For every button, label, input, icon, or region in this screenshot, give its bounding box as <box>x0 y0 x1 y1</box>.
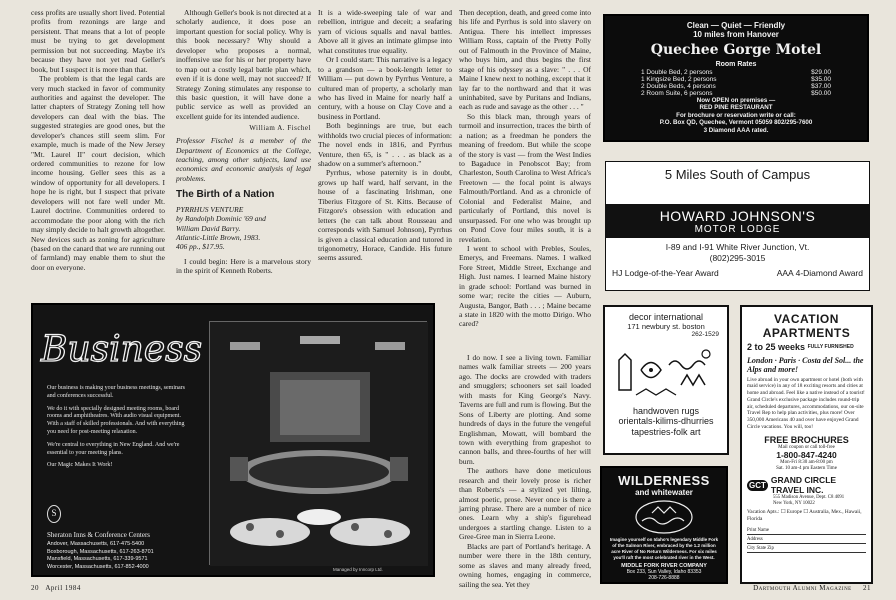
wild-phone: 208-726-8888 <box>648 575 680 582</box>
sheraton-logo-icon: S <box>47 505 61 523</box>
book-author: by Randolph Dominic '69 and <box>176 214 266 224</box>
vac-weeks: 2 to 25 weeks <box>747 341 806 352</box>
room-type: 1 Double Bed, 2 persons <box>641 69 713 76</box>
paragraph: Pyrrhus, whose paternity is in doubt, grows up half ward, half servant, in the house of a fascinating Irishman, one Tiberius Fitzgore of St. Kitts. Because of Fitzgore's obsession with education and letters (he can talk about Rousseau and corresponds with Samuel Johnson), Pyrrhus is given a classical education and tutored in trigonometry, Horace, Candide. His future seems assured. <box>318 168 452 263</box>
ad-line: We're central to everything in New England. And we're essential to your meeting plans. <box>47 441 180 456</box>
motel-name: Quechee Gorge Motel <box>650 42 822 58</box>
paragraph: Blacks are part of Portland's heritage. A number were there in the 18th century, some as slaves and many already freed, owning homes, engaging in commerce, sailing the sea. Yet they <box>459 541 591 589</box>
ad-line: Our Magic Makes It Work! <box>47 462 113 469</box>
vac-hours: Sat. 10 am-4 pm Eastern Time <box>776 465 837 471</box>
hojo-awards <box>606 264 869 278</box>
vac-cities: London · Paris · Costa del Sol... the Alps and more! <box>747 355 864 374</box>
right-page-footer <box>753 584 871 592</box>
room-price: $37.00 <box>811 83 831 90</box>
vac-weeks-line <box>747 342 866 353</box>
paragraph: The authors have done meticulous research and their lovely prose is richer than Roberts's — a stylized yet lilting, almost poetic, prose. Never once is there a jarring phrase. There are a number of nice ones. Learn why a ship's figurehead undergoes a startling change. Listen to a Gree-Gree man in Sierra Leone. <box>459 466 591 542</box>
author-signature: William A. Fischel <box>249 124 311 133</box>
gct-address: 555 Madison Avenue, Dept. C8 4091 <box>773 495 845 501</box>
hojo-address: I-89 and I-91 White River Junction, Vt. <box>665 242 810 252</box>
brochure-note: For brochure or reservation write or call: <box>676 111 796 119</box>
conference-room-photo <box>209 321 427 565</box>
product-line: handwoven rugs <box>632 406 700 416</box>
vac-mail: Mail coupon or call toll-free <box>778 444 835 450</box>
ad-line: We do it with specially designed meeting rooms, board rooms and amphitheatres. With audio visual equipment. With a staff of skilled professionals. And with everything you need for post-meeting relaxation. <box>47 405 185 435</box>
motel-tagline: Clean — Quiet — Friendly <box>686 21 786 30</box>
award: HJ Lodge-of-the-Year Award <box>612 268 719 279</box>
article-column-4-continued <box>459 353 591 589</box>
decor-phone: 262-1529 <box>691 331 719 338</box>
paragraph: cess profits are usually short lived. Potential profits from rezonings are large and persistent. That means that a lot of people must be trying to get development permission but not succeeding. Maybe it's because they have not yet read Geller's book, but I suspect it is more than that. <box>31 8 165 74</box>
paragraph: I do now. I see a living town. Familiar names walk familiar streets — 200 years ago. The docks are crowded with traders and smugglers; schooners set sail loaded with masts for King George's Navy. Taverns are full and rum is flowing. But the Sons of Liberty are plotting. And some hundreds of days in the future the vengeful Englishman, Mowatt, will bombard the town with everything from grapeshot to cannon balls, and three-fourths of her will burn. <box>459 353 591 466</box>
product-line: tapestries-folk art <box>631 426 701 437</box>
wild-subtitle: and whitewater <box>635 488 693 497</box>
business-wordmark: Business <box>41 329 203 370</box>
hojo-subtitle: MOTOR LODGE <box>694 224 781 235</box>
wild-title: WILDERNESS <box>618 473 710 488</box>
rates-title: Room Rates <box>715 61 757 68</box>
vac-title-2: APARTMENTS <box>762 326 851 340</box>
vac-furnished: FULLY FURNISHED <box>807 343 854 350</box>
left-page-footer <box>31 584 81 592</box>
location: Mansfield, Massachusetts, 617-339-9571 <box>47 556 148 563</box>
restaurant-open: Now OPEN on premises — <box>696 97 776 104</box>
vac-phone: 1-800-847-4240 <box>776 449 837 460</box>
restaurant-name: RED PINE RESTAURANT <box>699 104 773 112</box>
gct-company: GRAND CIRCLE TRAVEL INC. <box>770 475 837 496</box>
coupon-form <box>747 526 866 553</box>
location: Andover, Massachusetts, 617-475-5400 <box>47 541 145 548</box>
room-type: 1 Kingsize Bed, 2 persons <box>641 76 717 83</box>
business-ad-copy <box>47 385 187 475</box>
vacation-apartments-ad <box>740 305 873 584</box>
wild-body: Imagine yourself on Idaho's legendary Middle Fork of the Salmon River, embraced by the 1.2 million acre River of No Return Wilderness. For six miles you'll raft the most celebrated river in the West. <box>609 537 719 560</box>
book-title: PYRRHUS VENTURE <box>176 204 244 214</box>
book-price: 406 pp., $17.95. <box>176 242 225 252</box>
book-info <box>176 205 311 252</box>
article-column-2 <box>176 8 311 293</box>
howard-johnson-ad <box>605 161 870 291</box>
motel-rating: 3 Diamond AAA rated. <box>703 126 769 134</box>
decor-address: 171 newbury st. boston <box>627 322 705 331</box>
page-number: 20 <box>31 584 39 592</box>
decor-products <box>605 406 727 437</box>
decor-name: decor international <box>628 312 704 322</box>
room-price: $50.00 <box>811 90 831 97</box>
book-publisher: Atlantic-Little Brown, 1983. <box>176 232 261 242</box>
wild-address: Box 233, Sun Valley, Idaho 83353 <box>626 569 702 576</box>
issue-date: April 1984 <box>45 584 81 592</box>
review-heading: The Birth of a Nation <box>176 189 275 201</box>
product-line: orientals-kilims-dhurries <box>618 416 714 427</box>
paragraph: I could begin: Here is a marvelous story in the spirit of Kenneth Roberts. <box>176 256 311 276</box>
vac-hours: Mon-Fri 8:30 am-8:00 pm <box>780 459 833 465</box>
sheraton-business-ad <box>31 303 435 577</box>
vac-title-1: VACATION <box>774 312 839 326</box>
rate-row <box>641 76 831 83</box>
hojo-phone: (802)295-3015 <box>709 253 766 264</box>
rate-row <box>641 90 831 97</box>
article-column-3 <box>318 8 452 293</box>
room-type: 2 Room Suite, 6 persons <box>641 90 713 97</box>
rate-row <box>641 69 831 76</box>
article-column-1 <box>31 8 165 293</box>
location: Boxborough, Massachusetts, 617-263-8701 <box>47 548 154 555</box>
hojo-address-block <box>606 242 869 264</box>
paragraph: The problem is that the legal cards are very much stacked in favor of community authorities and against the developer. The latter chapters of Strategy Zoning tell how developers can deal with the bias. The suggested strategies are good ones, but the developer's chances still seem slim. For example, much is made of the New Jersey "Mt. Laurel II" court decision, which ordered communities to rezone for low income housing. Geller sees this as a window of opportunity for all developers. I hope he is right, but I suspect that private developers will not fare well under Mt. Laurel doctrine. Communities ordered to accommodate the poor along with the rich may simply decide to halt growth altogether. New devices such as zoning for agriculture (based on the canard that we are running out of farmland) may enable them to shut the door on everyone. <box>31 74 165 272</box>
motel-distance: 10 miles from Hanover <box>693 30 779 39</box>
sheraton-locations <box>47 531 197 571</box>
gct-logo-icon: GCT <box>749 480 766 490</box>
coupon-name-field: Print Name <box>747 526 866 535</box>
paragraph: I went to school with Prebles, Soules, Emerys, and Freemans. Names. I walked Fore Street, Middle Street, Exchange and High. Just names. I learned Maine history in grade school: Portland was burned in some war; recite the cities — Auburn, Augusta, Bangor, Bath . . . ; Maine became a state in 1820 with the motto Dirigo. Who cared? <box>459 243 591 329</box>
motel-address: P.O. Box QD, Quechee, Vermont 05059 802/295-7600 <box>659 119 813 127</box>
paragraph: So this black man, through years of turmoil and insurrection, traces the birth of a nation; as a freedman he ponders the meaning of freedom. But while the scope of the story is vast — from the West Indies to Bagaduce in Penobscot Bay; from Charleston, South Carolina to West Africa's Freetown — the focal point is always Falmouth/Portland. And as a chronicle of Colonial and Federalist Maine, and particularly of Portland, this novel is unsurpassed. For one who was brought up on Pond Cove four miles south, it is a revelation. <box>459 111 591 244</box>
book-author: William David Barry. <box>176 223 241 233</box>
hojo-headline: 5 Miles South of Campus <box>664 167 811 182</box>
vac-areas-checkboxes: Vacation Apts.: ☐ Europe ☐ Australia, Mex., Hawaii, Florida <box>747 509 862 522</box>
page-number: 21 <box>863 584 871 592</box>
gct-address: New York, NY 10022 <box>773 501 815 507</box>
river-logo-icon <box>634 499 694 535</box>
coupon-city-field: City State Zip <box>747 544 866 553</box>
author-bio: Professor Fischel is a member of the Department of Economics at the College, teaching, among other subjects, land use economics and economic analysis of legal problems. <box>176 136 311 183</box>
rate-row <box>641 83 831 90</box>
ad-line: Our business is making your business meetings, seminars and conferences successful. <box>47 385 185 399</box>
room-price: $29.00 <box>811 69 831 76</box>
room-type: 2 Double Beds, 4 persons <box>641 83 716 90</box>
brand-name: Sheraton Inns & Conference Centers <box>47 531 151 539</box>
vac-body: Live abroad in your own apartment or hotel (both with maid service) in any of 18 exciting resorts and cities at home and abroad. Feel like a native instead of a tourist! Grand Circle's exclusive package includes round-trip air, scheduled departures, accommodations, our on-site Travel Rep to help plan activities, plus more! Over 350,000 Americans 40 and over have enjoyed Grand Circle vacations. You will, too! <box>747 376 865 430</box>
award: AAA 4-Diamond Award <box>776 268 863 279</box>
decor-international-ad <box>603 305 729 455</box>
article-column-4 <box>459 8 591 353</box>
coupon-address-field: Address <box>747 535 866 544</box>
wild-company: MIDDLE FORK RIVER COMPANY <box>621 563 707 570</box>
paragraph: Although Geller's book is not directed at a scholarly audience, it does pose an important question for social policy. Why is this book necessary? Why should a developer who proposes a normal, inoffensive use for his or her property have to map out a costly legal battle plan which, even if it is done well, may not succeed? If Strategy Zoning stimulates any response to this basic question, it will have done a public service as well as provided an excellent guide for its intended audience. <box>176 8 311 121</box>
paragraph: Then deception, death, and greed come into his life and Pyrrhus is sold into slavery on Antigua. There his intellect impresses William Ross, captain of the Pretty Polly out of Falmouth in the Province of Maine, who buys him, and thus begins the first stage of his odyssey as a slave: " . . . Of Maine I knew next to nothing, except that it lay far to the northward and that it was uninhabited, save by Puritans and Indians, each as rude and savage as the other . . . " <box>459 8 591 112</box>
paragraph: Or I could start: This narrative is a legacy to a grandson — a book-length letter to William — put down by Pyrrhus Venture, a cultured man of property, a scholarly man who has lived in Maine for nearly half a century, with a house on Clay Cove and a business in Portland. <box>318 55 452 121</box>
room-price: $35.00 <box>811 76 831 83</box>
vac-free-brochures: FREE BROCHURES <box>764 434 849 445</box>
hojo-banner <box>606 204 869 238</box>
paragraph: It is a wide-sweeping tale of war and rebellion, intrigue and deceit; a seafaring yarn of vicious squalls and naval battles. Above all it gives an intimate glimpse into what constitutes true equality. <box>318 8 452 55</box>
location: Worcester, Massachusetts, 617-852-4000 <box>47 563 149 570</box>
photo-credit: Managed by Inncorp Ltd. <box>333 567 383 572</box>
wilderness-whitewater-ad <box>600 466 728 584</box>
magazine-name: Dartmouth Alumni Magazine <box>753 584 852 592</box>
rates-table <box>641 69 831 97</box>
paragraph: Both beginnings are true, but each withholds two crucial pieces of information: The novel ends in 1816, and Pyrrhus Venture, then 65, is " . . . as black as a shadow on a summer's afternoon." <box>318 121 452 168</box>
folk-art-illustration <box>611 340 721 402</box>
quechee-motel-ad <box>603 14 869 142</box>
hojo-name: HOWARD JOHNSON'S <box>659 208 816 224</box>
gct-brand <box>747 475 866 495</box>
